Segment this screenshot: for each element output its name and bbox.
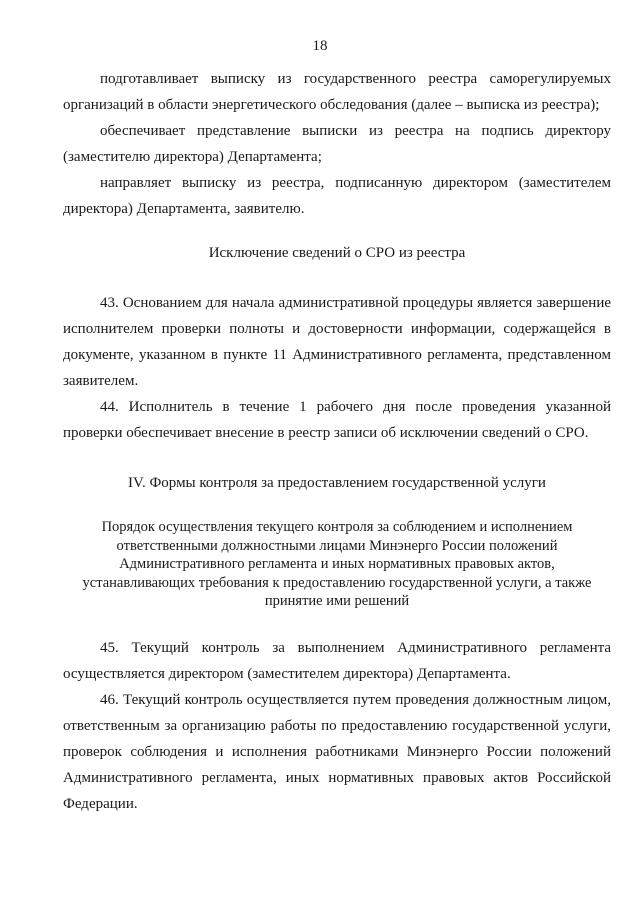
section-heading-exclusion: Исключение сведений о СРО из реестра (208, 245, 466, 261)
paragraph-prepares-extract: подготавливает выписку из государственного реестра саморегулируемых организаций в области энергетического обследования (далее – выписка из реестра); (63, 71, 611, 113)
paragraph-44: 44. Исполнитель в течение 1 рабочего дня после проведения указанной проверки обеспечивает внесение в реестр записи об исключении сведений о СРО. (63, 399, 611, 441)
subsection-heading-control: Порядок осуществления текущего контроля за соблюдением и исполнением ответственными должностными лицами Минэнерго России положений Административного регламента и иных нормативных правовых актов, устанавливающих требования к предоставлению государственной услуги, а также принятие ими решений (82, 519, 592, 609)
chapter-heading-iv: IV. Формы контроля за предоставлением государственной услуги (128, 475, 546, 491)
paragraph-ensures-signature: обеспечивает представление выписки из реестра на подпись директору (заместителю директора) Департамента; (63, 123, 611, 165)
paragraph-sends-extract: направляет выписку из реестра, подписанную директором (заместителем директора) Департамента, заявителю. (63, 175, 611, 217)
paragraph-45: 45. Текущий контроль за выполнением Административного регламента осуществляется директором (заместителем директора) Департамента. (63, 639, 611, 682)
document-body (63, 66, 611, 817)
paragraph-46: 46. Текущий контроль осуществляется путем проведения должностным лицом, ответственным за организацию работы по предоставлению государственной услуги, проверок соблюдения и исполнения работниками Минэнерго России положений Административного регламента, иных нормативных правовых актов Российской Федерации. (63, 691, 611, 812)
paragraph-43: 43. Основанием для начала административной процедуры является завершение исполнителем проверки полноты и достоверности информации, содержащейся в документе, указанном в пункте 11 Административного регламента, представленном заявителем. (63, 295, 611, 389)
page-number: 18 (312, 38, 328, 54)
